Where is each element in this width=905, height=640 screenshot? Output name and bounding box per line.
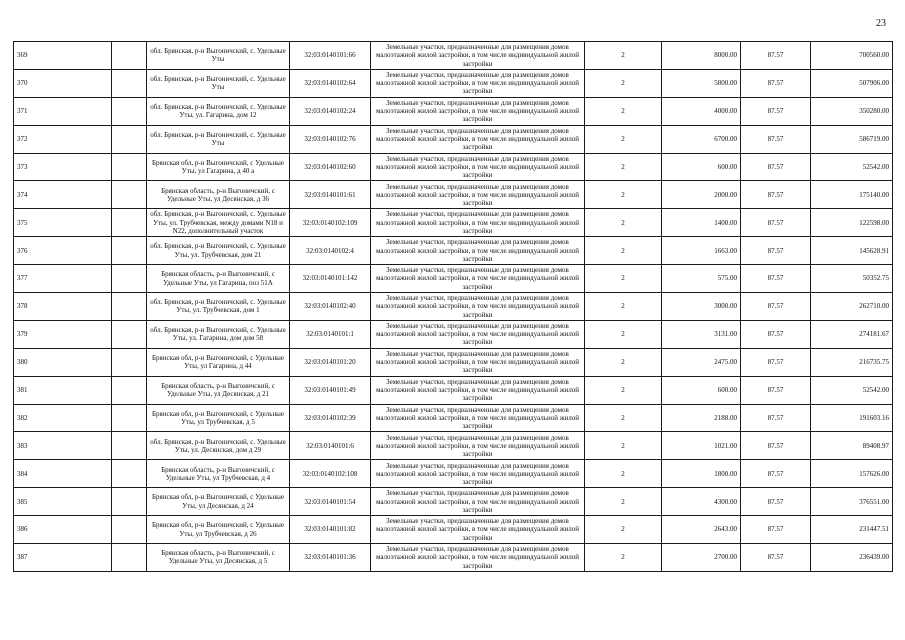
rate-cell: 87.57 [741, 265, 811, 293]
table-row [14, 181, 893, 209]
rate-cell: 87.57 [741, 97, 811, 125]
zone-cell: 2 [585, 376, 662, 404]
address-cell: Брянская обл, р-н Выгоничский, с Удельные Уты, ул Десянская, д 24 [147, 488, 290, 516]
cadastral-number-cell: 32:03:0140102:64 [290, 69, 371, 97]
empty-cell [112, 376, 147, 404]
rate-cell: 87.57 [741, 544, 811, 572]
cadastral-number-cell: 32:03:0140101:142 [290, 265, 371, 293]
cadastral-cost-cell: 350280.00 [811, 97, 893, 125]
address-cell: обл. Брянская, р-н Выгоничский, с. Удельные Уты [147, 69, 290, 97]
zone-cell: 2 [585, 265, 662, 293]
address-cell: Брянская обл, р-н Выгоничский, с Удельные Уты, ул Гагарина, д 44 [147, 348, 290, 376]
row-number: 369 [14, 42, 112, 70]
address-cell: обл. Брянская, р-н Выгоничский, с. Удельные Уты, ул. Десянская, дом д 29 [147, 432, 290, 460]
table-row [14, 293, 893, 321]
address-cell: Брянская область, р-н Выгоничский, с Удельные Уты, ул Гагарина, поз 51А [147, 265, 290, 293]
cadastral-number-cell: 32:03:0140101:49 [290, 376, 371, 404]
zone-cell: 2 [585, 404, 662, 432]
cadastral-number-cell: 32:03:0140102:109 [290, 209, 371, 237]
cadastral-cost-cell: 376551.00 [811, 488, 893, 516]
empty-cell [112, 265, 147, 293]
address-cell: обл. Брянская, р-н Выгоничский, с. Удельные Уты, ул. Трубчевская, дом 21 [147, 237, 290, 265]
cadastral-cost-cell: 507906.00 [811, 69, 893, 97]
cadastral-number-cell: 32:03:0140101:66 [290, 42, 371, 70]
empty-cell [112, 293, 147, 321]
table-row [14, 544, 893, 572]
empty-cell [112, 544, 147, 572]
address-cell: обл. Брянская, р-н Выгоничский, с. Удельные Уты, ул. Трубчевская, между домами N18 и N22, дополнительный участок [147, 209, 290, 237]
zone-cell: 2 [585, 432, 662, 460]
rate-cell: 87.57 [741, 404, 811, 432]
row-number: 378 [14, 293, 112, 321]
rate-cell: 87.57 [741, 432, 811, 460]
cadastral-cost-cell: 145628.91 [811, 237, 893, 265]
table-row [14, 432, 893, 460]
cadastral-number-cell: 32:03:0140102:39 [290, 404, 371, 432]
cadastral-cost-cell: 262710.00 [811, 293, 893, 321]
cadastral-number-cell: 32:03:0140101:1 [290, 320, 371, 348]
zone-cell: 2 [585, 293, 662, 321]
table-row [14, 376, 893, 404]
zone-cell: 2 [585, 516, 662, 544]
area-cell: 6700.00 [662, 125, 741, 153]
cadastral-number-cell: 32:03:0140101:6 [290, 432, 371, 460]
land-category-cell: Земельные участки, предназначенные для размещения домов малоэтажной жилой застройки, в том числе индивидуальной жилой застройки [371, 432, 585, 460]
area-cell: 600.00 [662, 376, 741, 404]
empty-cell [112, 69, 147, 97]
area-cell: 4000.00 [662, 97, 741, 125]
cadastral-number-cell: 32:03:0140102:60 [290, 153, 371, 181]
empty-cell [112, 181, 147, 209]
cadastral-cost-cell: 191603.16 [811, 404, 893, 432]
rate-cell: 87.57 [741, 209, 811, 237]
area-cell: 2475.00 [662, 348, 741, 376]
land-category-cell: Земельные участки, предназначенные для размещения домов малоэтажной жилой застройки, в том числе индивидуальной жилой застройки [371, 97, 585, 125]
rate-cell: 87.57 [741, 293, 811, 321]
empty-cell [112, 237, 147, 265]
table-row [14, 265, 893, 293]
row-number: 379 [14, 320, 112, 348]
row-number: 387 [14, 544, 112, 572]
row-number: 381 [14, 376, 112, 404]
zone-cell: 2 [585, 97, 662, 125]
cadastral-cost-cell: 50352.75 [811, 265, 893, 293]
zone-cell: 2 [585, 544, 662, 572]
area-cell: 600.00 [662, 153, 741, 181]
land-plot-table [13, 41, 893, 572]
zone-cell: 2 [585, 69, 662, 97]
empty-cell [112, 97, 147, 125]
table-row [14, 42, 893, 70]
land-category-cell: Земельные участки, предназначенные для размещения домов малоэтажной жилой застройки, в том числе индивидуальной жилой застройки [371, 544, 585, 572]
land-category-cell: Земельные участки, предназначенные для размещения домов малоэтажной жилой застройки, в том числе индивидуальной жилой застройки [371, 516, 585, 544]
land-category-cell: Земельные участки, предназначенные для размещения домов малоэтажной жилой застройки, в том числе индивидуальной жилой застройки [371, 69, 585, 97]
empty-cell [112, 348, 147, 376]
rate-cell: 87.57 [741, 488, 811, 516]
cadastral-number-cell: 32:03:0140101:20 [290, 348, 371, 376]
cadastral-number-cell: 32:03:0140101:36 [290, 544, 371, 572]
row-number: 370 [14, 69, 112, 97]
row-number: 386 [14, 516, 112, 544]
cadastral-number-cell: 32:03:0140102:4 [290, 237, 371, 265]
empty-cell [112, 488, 147, 516]
zone-cell: 2 [585, 488, 662, 516]
table-body [14, 42, 893, 572]
page-number: 23 [876, 18, 886, 29]
cadastral-number-cell: 32:03:0140101:82 [290, 516, 371, 544]
land-category-cell: Земельные участки, предназначенные для размещения домов малоэтажной жилой застройки, в том числе индивидуальной жилой застройки [371, 153, 585, 181]
cadastral-cost-cell: 175140.00 [811, 181, 893, 209]
row-number: 377 [14, 265, 112, 293]
table-row [14, 348, 893, 376]
area-cell: 575.00 [662, 265, 741, 293]
land-category-cell: Земельные участки, предназначенные для размещения домов малоэтажной жилой застройки, в том числе индивидуальной жилой застройки [371, 376, 585, 404]
land-category-cell: Земельные участки, предназначенные для размещения домов малоэтажной жилой застройки, в том числе индивидуальной жилой застройки [371, 320, 585, 348]
zone-cell: 2 [585, 348, 662, 376]
area-cell: 5800.00 [662, 69, 741, 97]
cadastral-cost-cell: 157626.00 [811, 460, 893, 488]
row-number: 372 [14, 125, 112, 153]
empty-cell [112, 404, 147, 432]
address-cell: Брянская обл, р-н Выгоничский, с Удельные Уты, ул Трубчевская, д 26 [147, 516, 290, 544]
address-cell: обл. Брянская, р-н Выгоничский, с. Удельные Уты, ул. Трубчевская, дом 1 [147, 293, 290, 321]
zone-cell: 2 [585, 125, 662, 153]
address-cell: Брянская область, р-н Выгоничский, с Удельные Уты, ул Десянская, д 21 [147, 376, 290, 404]
area-cell: 1021.00 [662, 432, 741, 460]
rate-cell: 87.57 [741, 460, 811, 488]
zone-cell: 2 [585, 42, 662, 70]
table-row [14, 516, 893, 544]
area-cell: 2188.00 [662, 404, 741, 432]
land-category-cell: Земельные участки, предназначенные для размещения домов малоэтажной жилой застройки, в том числе индивидуальной жилой застройки [371, 181, 585, 209]
row-number: 383 [14, 432, 112, 460]
row-number: 375 [14, 209, 112, 237]
cadastral-number-cell: 32:03:0140102:40 [290, 293, 371, 321]
area-cell: 1800.00 [662, 460, 741, 488]
cadastral-cost-cell: 89408.97 [811, 432, 893, 460]
land-category-cell: Земельные участки, предназначенные для размещения домов малоэтажной жилой застройки, в том числе индивидуальной жилой застройки [371, 125, 585, 153]
land-category-cell: Земельные участки, предназначенные для размещения домов малоэтажной жилой застройки, в том числе индивидуальной жилой застройки [371, 488, 585, 516]
zone-cell: 2 [585, 153, 662, 181]
land-category-cell: Земельные участки, предназначенные для размещения домов малоэтажной жилой застройки, в том числе индивидуальной жилой застройки [371, 237, 585, 265]
cadastral-number-cell: 32:03:0140102:76 [290, 125, 371, 153]
zone-cell: 2 [585, 237, 662, 265]
empty-cell [112, 516, 147, 544]
cadastral-cost-cell: 700560.00 [811, 42, 893, 70]
address-cell: обл. Брянская, р-н Выгоничский, с. Удельные Уты [147, 42, 290, 70]
table-row [14, 488, 893, 516]
empty-cell [112, 432, 147, 460]
rate-cell: 87.57 [741, 376, 811, 404]
empty-cell [112, 42, 147, 70]
cadastral-number-cell: 32:03:0140102:24 [290, 97, 371, 125]
row-number: 384 [14, 460, 112, 488]
area-cell: 2700.00 [662, 544, 741, 572]
address-cell: Брянская обл, р-н Выгоничский, с Удельные Уты, ул Трубчевская, д 5 [147, 404, 290, 432]
rate-cell: 87.57 [741, 237, 811, 265]
area-cell: 4300.00 [662, 488, 741, 516]
area-cell: 8000.00 [662, 42, 741, 70]
area-cell: 2643.00 [662, 516, 741, 544]
address-cell: Брянская область, р-н Выгоничский, с Удельные Уты, ул Десянская, д 36 [147, 181, 290, 209]
row-number: 382 [14, 404, 112, 432]
cadastral-cost-cell: 122598.00 [811, 209, 893, 237]
empty-cell [112, 125, 147, 153]
table-row [14, 125, 893, 153]
zone-cell: 2 [585, 181, 662, 209]
cadastral-number-cell: 32:03:0140101:54 [290, 488, 371, 516]
cadastral-cost-cell: 586719.00 [811, 125, 893, 153]
table-row [14, 153, 893, 181]
zone-cell: 2 [585, 460, 662, 488]
rate-cell: 87.57 [741, 348, 811, 376]
cadastral-cost-cell: 216735.75 [811, 348, 893, 376]
address-cell: обл. Брянская, р-н Выгоничский, с. Удельные Уты, ул. Гагарина, дом дом 58 [147, 320, 290, 348]
rate-cell: 87.57 [741, 320, 811, 348]
empty-cell [112, 153, 147, 181]
table-row [14, 97, 893, 125]
row-number: 373 [14, 153, 112, 181]
rate-cell: 87.57 [741, 42, 811, 70]
address-cell: Брянская область, р-н Выгоничский, с Удельные Уты, ул Трубчевская, д 4 [147, 460, 290, 488]
cadastral-cost-cell: 274181.67 [811, 320, 893, 348]
table-row [14, 320, 893, 348]
rate-cell: 87.57 [741, 181, 811, 209]
empty-cell [112, 320, 147, 348]
land-category-cell: Земельные участки, предназначенные для размещения домов малоэтажной жилой застройки, в том числе индивидуальной жилой застройки [371, 293, 585, 321]
table-row [14, 209, 893, 237]
area-cell: 1400.00 [662, 209, 741, 237]
rate-cell: 87.57 [741, 69, 811, 97]
cadastral-cost-cell: 52542.00 [811, 153, 893, 181]
empty-cell [112, 209, 147, 237]
land-category-cell: Земельные участки, предназначенные для размещения домов малоэтажной жилой застройки, в том числе индивидуальной жилой застройки [371, 265, 585, 293]
table-row [14, 404, 893, 432]
empty-cell [112, 460, 147, 488]
row-number: 385 [14, 488, 112, 516]
zone-cell: 2 [585, 209, 662, 237]
land-category-cell: Земельные участки, предназначенные для размещения домов малоэтажной жилой застройки, в том числе индивидуальной жилой застройки [371, 42, 585, 70]
cadastral-number-cell: 32:03:0140102:108 [290, 460, 371, 488]
address-cell: Брянская область, р-н Выгоничский, с Удельные Уты, ул Десянская, д 5 [147, 544, 290, 572]
row-number: 371 [14, 97, 112, 125]
land-category-cell: Земельные участки, предназначенные для размещения домов малоэтажной жилой застройки, в том числе индивидуальной жилой застройки [371, 209, 585, 237]
row-number: 376 [14, 237, 112, 265]
address-cell: обл. Брянская, р-н Выгоничский, с. Удельные Уты [147, 125, 290, 153]
rate-cell: 87.57 [741, 153, 811, 181]
row-number: 380 [14, 348, 112, 376]
table-row [14, 69, 893, 97]
zone-cell: 2 [585, 320, 662, 348]
address-cell: Брянская обл, р-н Выгоничский, с Удельные Уты, ул Гагарина, д 40 а [147, 153, 290, 181]
area-cell: 3000.00 [662, 293, 741, 321]
cadastral-cost-cell: 236439.00 [811, 544, 893, 572]
rate-cell: 87.57 [741, 516, 811, 544]
cadastral-cost-cell: 52542.00 [811, 376, 893, 404]
address-cell: обл. Брянская, р-н Выгоничский, с. Удельные Уты, ул. Гагарина, дом 12 [147, 97, 290, 125]
row-number: 374 [14, 181, 112, 209]
cadastral-cost-cell: 231447.51 [811, 516, 893, 544]
table-row [14, 460, 893, 488]
rate-cell: 87.57 [741, 125, 811, 153]
area-cell: 3131.00 [662, 320, 741, 348]
cadastral-number-cell: 32:03:0140101:61 [290, 181, 371, 209]
land-category-cell: Земельные участки, предназначенные для размещения домов малоэтажной жилой застройки, в том числе индивидуальной жилой застройки [371, 348, 585, 376]
area-cell: 1663.00 [662, 237, 741, 265]
area-cell: 2000.00 [662, 181, 741, 209]
table-row [14, 237, 893, 265]
land-category-cell: Земельные участки, предназначенные для размещения домов малоэтажной жилой застройки, в том числе индивидуальной жилой застройки [371, 460, 585, 488]
land-category-cell: Земельные участки, предназначенные для размещения домов малоэтажной жилой застройки, в том числе индивидуальной жилой застройки [371, 404, 585, 432]
